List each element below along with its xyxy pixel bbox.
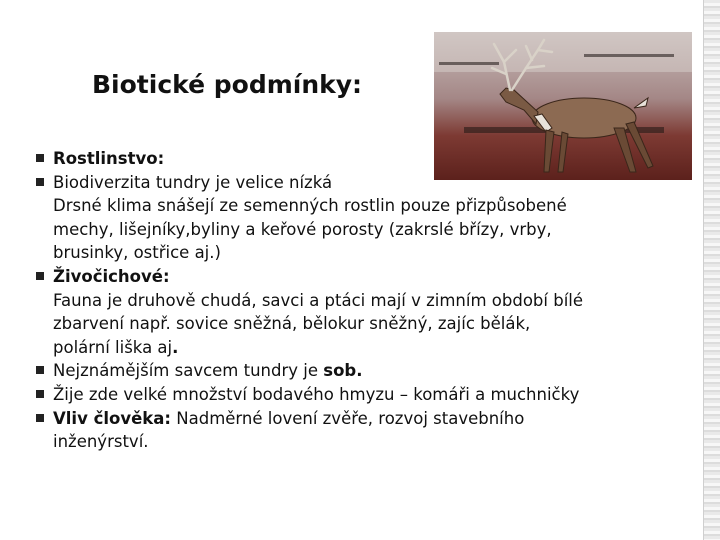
paragraph-line: Drsné klima snášejí ze semenných rostlin pouze přizpůsobené [53,196,567,216]
slide-title: Biotické podmínky: [92,70,363,99]
paragraph-line: inženýrství. [53,432,149,452]
bullet-marker [36,366,44,374]
bullet-marker [36,154,44,162]
paragraph-period: . [172,337,179,357]
reindeer-word: sob. [323,361,363,381]
list-item [36,383,686,407]
human-impact-heading: Vliv člověka: [53,408,172,428]
slide-content [36,147,686,454]
list-item [36,359,686,383]
bullet-marker [36,272,44,280]
list-item [36,147,686,171]
paragraph-line: Fauna je druhově chudá, savci a ptáci mají v zimním období bílé [53,290,584,310]
list-item [36,171,686,195]
bullet-marker [36,178,44,186]
insects-text: Žije zde velké množství bodavého hmyzu – komáři a muchničky [53,384,580,404]
paragraph-line [36,336,686,360]
page-edge-decoration [703,0,720,540]
paragraph-line: brusinky, ostřice aj.) [53,243,221,263]
reindeer-text: Nejznámějším savcem tundry je [53,361,324,381]
plants-heading: Rostlinstvo: [53,149,165,168]
paragraph-line: mechy, lišejníky,byliny a keřové porosty (zakrslé břízy, vrby, [53,219,552,239]
paragraph-line: zbarvení např. sovice sněžná, bělokur sněžný, zajíc bělák, [53,314,531,334]
list-item [36,407,686,431]
animals-heading: Živočichové: [53,266,170,286]
paragraph-text: polární liška aj [53,337,173,357]
bullet-marker [36,390,44,398]
biodiversity-text: Biodiverzita tundry je velice nízká [53,172,333,192]
list-item [36,265,686,289]
human-impact-text: Nadměrné lovení zvěře, rozvoj stavebního [171,408,525,428]
bullet-marker [36,414,44,422]
